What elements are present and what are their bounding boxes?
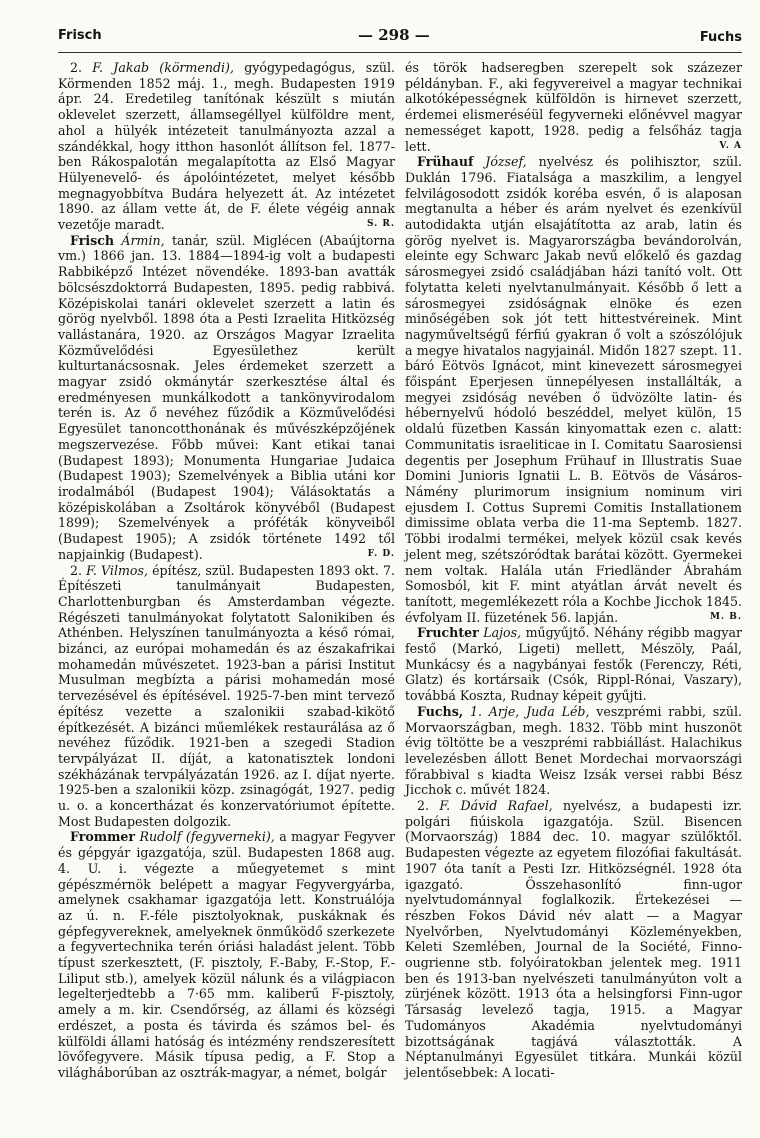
entry-headword: Fruchter: [417, 625, 479, 641]
entry-text: veszprémi rabbi, szül. Morvaországban, megh. 1832. Több mint huszonöt évig töltötte be a veszprémi rabbiállást. Halachikus levelezésben állott Benet Mordechai morvaországi főrabbival s kiadta Weisz Izsák versei rabbi Bész Jicchok c. művét 1824.: [405, 703, 742, 798]
running-header: [58, 22, 742, 52]
header-right-word: Fuchs: [699, 30, 742, 45]
entry-italic-name: Lajos,: [478, 625, 522, 641]
entry-text: műgyűjtő. Néhány régibb magyar festő (Markó, Ligeti) mellett, Mészöly, Paál, Munkácsy és a nagybányai festők (Ferenczy, Réti, Glatz) és kortársaik (Csók, Rippl-Rónai, Vaszary), továbbá Koszta, Rudnay képeit gyűjti.: [405, 625, 743, 704]
entry-text: nyelvész és polihisztor, szül. Duklán 1796. Fiatalsága a maszkilim, a lengyel felvilágosodott zsidók koréba esvén, ő is alaposan megtanulta a héber és arám nyelvet és ezenkívül autodidakta utján elsajátította az arab, latin és görög nyelvet is. Magyarországba bevándorolván, eleinte egy Schwarc Jakab nevű előkelő és gazdag sárosmegyei zsidó családjában házi tanító volt. Ott folytatta keleti nyelvtanulmányait. Később ő lett a sárosmegyei zsidóságnak elnöke és ezen minőségében sok jót tett hittestvéreinek. Mint nagyműveltségű férfiú gyakran ő volt a szószólójuk a megye hivatalos nagyjainál. Midőn 1827 szept. 11. báró Eötvös Ignácot, mint kinevezett sárosmegyei főispánt Eperjesen ünnepélyesen installálták, a megyei zsidóság nevében ő üdvözölte latin- és hébernyelvű hódoló beszéddel, melyet külön, 15 oldalú füzetben Kassán kinyomattak ezen c. alatt: Communitatis israeliticae in I. Comitatu Saarosiensi degentis per Josephum Frühauf in Illustratis Suae Domini Junioris Ignatii L. B. Eötvös de Vásáros-Námény plurimorum insignium nominum viri ejusdem I. Cottus Supremi Comitis Installationem dimissime oblata verba die 11-ma Septemb. 1827. Többi irodalmi termékei, melyek közül csak kevés jelent meg, szétszóródtak barátai között. Gyermekei nem voltak. Halála után Friedländer Ábrahám Somosból, kit F. mint atyátlan árvát nevelt és tanított, megemlékezett róla a Kochbe Jicchok 1845. évfolyam II. füzetének 56. lapján.: [405, 154, 742, 625]
entry-paragraph: [58, 60, 395, 233]
entry-text: a magyar Fegyver és gépgyár igazgatója, szül. Budapesten 1868 aug. 4. U. i. végezte a műegyetemet s mint gépészmérnök belépett a magyar Fegyvergyárba, amelynek csakhamar igazgatója lett. Konstruálója az ú. n. F.-féle pisztolyoknak, puskáknak és gépfegyvereknek, amelyeknek önműködő szerkezete a fegyvertechnika terén óriási haladást jelent. Több típust szerkesztett, (F. pisztoly, F.-Baby, F.-Stop, F.-Liliput stb.), amelyek közül nálunk és a világpiacon legelterjedtebb a 7·65 mm. kaliberű F-pisztoly, amely a m. kir. Csendőrség, az állami és községi erdészet, a posta és távirda és számos bel- és külföldi állami hatóság és intézmény rendszeresített lövőfegyvere. Másik típusa pedig, a F. Stop a világháborúban az osztrák-magyar, a német, bolgár: [58, 829, 395, 1080]
entry-italic-name: Rudolf (fegyverneki),: [135, 829, 275, 845]
entry-number: 2.: [417, 798, 440, 814]
entry-paragraph: [405, 704, 742, 798]
entry-text: tanár, szül. Miglécen (Abaújtorna vm.) 1866 jan. 13. 1884—1894-ig volt a budapesti Rabbiképző Intézet növendéke. 1893-ban avatták bölcsészdoktorrá Budapesten, 1895. pedig rabbivá. Középiskolai tanári oklevelet szerzett a latin és görög nyelvből. 1898 óta a Pesti Izraelita Hitközség vallástanára, 1920. az Országos Magyar Izraelita Közművelődési Egyesülethez került kulturtanácsosnak. Jeles érdemeket szerzett a magyar zsidó okmánytár szerkesztése által és eredményesen munkálkodott a tankönyvirodalom terén is. Az ő nevéhez fűződik a Közművelődési Egyesület tanoncotthonának és művészképzőjének megszervezése. Főbb művei: Kant etikai tanai (Budapest 1893); Monumenta Hungariae Judaica (Budapest 1903); Szemelvények a Biblia utáni kor irodalmából (Budapest 1904); Válásoktatás a középiskolában a Zsoltárok könyvéből (Budapest 1899); Szemelvények a próféták könyveiből (Budapest 1905); A zsidók története 1492 től napjainkig (Budapest).: [58, 232, 395, 562]
entry-headword: Frühauf: [417, 154, 474, 170]
entry-headword: Frisch: [70, 232, 115, 248]
entry-text: és török hadseregben szerepelt sok százezer példányban. F., aki fegyvereivel a magyar technikai alkotóképességnek külföldön is hirnevet szerzett, érdemei elismeréséül fegyverneki előnévvel magyar nemességet kapott, 1928. pedig a felsőház tagja lett.: [405, 60, 742, 154]
entry-italic-name: 1. Arje, Juda Léb,: [463, 703, 590, 719]
author-signature: M. B.: [710, 611, 742, 622]
entry-italic-name: F. Vilmos,: [86, 562, 148, 578]
entry-number: 2.: [70, 562, 87, 578]
right-column: [405, 60, 742, 1132]
page-number: — 298 —: [358, 26, 430, 44]
header-rule: [58, 52, 742, 53]
entry-italic-name: F. Jakab (körmendi),: [92, 60, 234, 75]
header-left-word: Frisch: [58, 28, 102, 43]
entry-text: építész, szül. Budapesten 1893 okt. 7. Építészeti tanulmányait Budapesten, Charlottenburgban és Amsterdamban végezte. Régészeti tanulmányokat folytatott Salonikiben és Athénben. Helyszínen tanulmányozta a késő római, bizánci, az európai mohamedán és az északafrikai mohamedán művészetet. 1923-ban a párisi Institut Musulman megbízta a párisi mohamedán mosé tervezésével és építésével. 1925-7-ben mint tervező építész vezette a szalonikii szabad-kikötő építkezését. A bizánci műemlékek restaurálása az ő nevéhez fűződik. 1921-ben a szegedi Stadion tervpályázat II. díját, a katonatisztek londoni székházának tervpályázatán 1926. az I. díjat nyerte. 1925-ben a szalonikii közp. zsinagógát, 1927. pedig u. o. a koncertházat és konzervatóriumot építette. Most Budapesten dolgozik.: [58, 562, 395, 829]
entry-paragraph: [58, 233, 395, 563]
entry-italic-name: Ármin,: [114, 232, 165, 248]
entry-text: gyógypedagógus, szül. Körmenden 1852 máj. 1., megh. Budapesten 1919 ápr. 24. Eredetileg tanítónak készült s miután oklevelet szerzett, államsegéllyel külföldre ment, ahol a hülyék intézeteit tanulmányozta azzal a szándékkal, hogy itthon hasonlót állítson fel. 1877-ben Rákospalotán megalapította az Első Magyar Hülyenevelő- és ápolóintézetet, melyet később megnagyobbítva Budára helyezett át. Az intézetet 1890. az állam vette át, de F. élete végéig annak vezetője maradt.: [58, 60, 395, 233]
left-column: [58, 60, 395, 1132]
entry-paragraph: [405, 154, 742, 625]
entry-number: 2.: [70, 60, 93, 75]
entry-italic-name: F. Dávid Rafael,: [439, 798, 553, 814]
author-signature: F. D.: [367, 548, 395, 559]
entry-paragraph: [405, 625, 742, 704]
entry-headword: Frommer: [70, 829, 136, 845]
author-signature: S. R.: [366, 219, 395, 230]
entry-paragraph: [58, 563, 395, 830]
entry-paragraph: [58, 829, 395, 1080]
entry-text: nyelvész, a budapesti izr. polgári fiúiskola igazgatója. Szül. Bisencen (Morvaország) 1884 dec. 10. magyar szülőktől. Budapesten végezte az egyetem filozófiai fakultását. 1907 óta tanít a Pesti Izr. Hitközségnél. 1928 óta igazgató. Összehasonlító finn-ugor nyelvtudománnyal foglalkozik. Értekezései — részben Fokos Dávid név alatt — a Magyar Nyelvőrben, Nyelvtudományi Közleményekben, Keleti Szemlében, Journal de la Société, Finno-ougrienne stb. folyóiratokban jelentek meg. 1911 ben és 1913-ban nyelvészeti tanulmányúton volt a zürjének között. 1913 óta a helsingforsi Finn-ugor Társaság levelező tagja, 1915. a Magyar Tudományos Akadémia nyelvtudományi bizottságának tagjává választották. A Néptanulmányi Egyesület titkára. Munkái közül jelentősebbek: A locati-: [405, 798, 743, 1080]
entry-headword: Fuchs,: [417, 703, 464, 719]
author-signature: V. A: [719, 140, 742, 151]
entry-italic-name: József,: [473, 154, 527, 170]
entry-paragraph: [405, 60, 742, 154]
text-columns: [58, 60, 742, 1132]
entry-paragraph: [405, 798, 742, 1081]
